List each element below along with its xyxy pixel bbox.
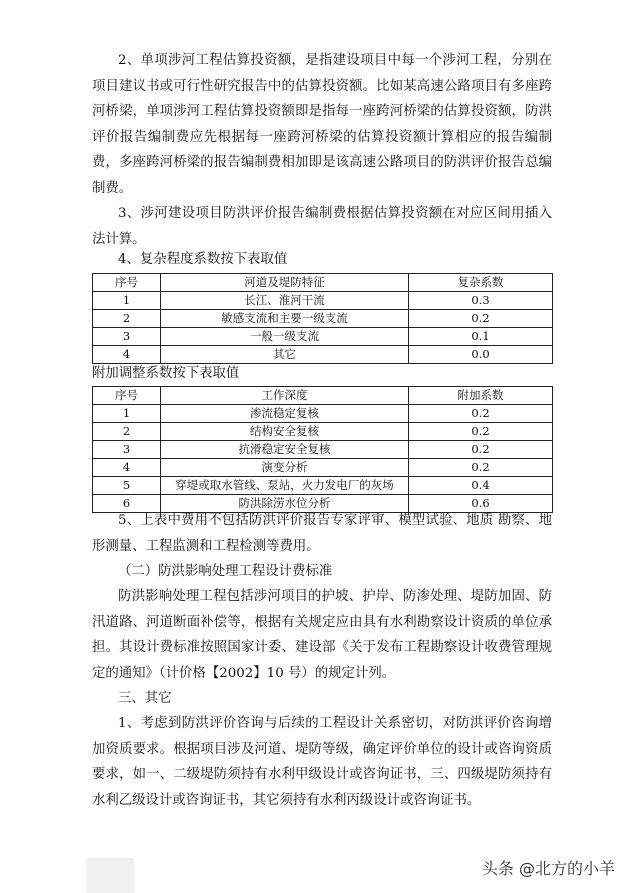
table-cell: 1	[93, 405, 161, 423]
table-row	[93, 346, 553, 364]
watermark: 头条 @北方的小羊	[478, 854, 619, 881]
column-header-coefficient: 附加系数	[409, 387, 553, 405]
table-cell: 2	[93, 310, 161, 328]
table-cell: 0.2	[409, 423, 553, 441]
table1-caption: 4、复杂程度系数按下表取值	[118, 252, 288, 267]
table-cell: 敏感支流和主要一级支流	[161, 310, 409, 328]
table-cell: 抗滑稳定安全复核	[161, 441, 409, 459]
section-3-paragraph-1-text: 1、考虑到防洪评价咨询与后续的工程设计关系密切，对防洪评价咨询增加资质要求。根据项目涉及河道、堤防等级，确定评价单位的设计或咨询资质要求，如一、二级堤防须持有水利甲级设计或咨询证书，三、四级堤防须持有水利乙级设计或咨询证书，其它须持有水利丙级设计或咨询证书。	[92, 716, 552, 808]
section-3-title-text: 三、其它	[118, 691, 172, 706]
table2-caption: 附加调整系数按下表取值	[92, 366, 240, 381]
table-cell: 防洪除涝水位分析	[161, 495, 409, 513]
table-row	[93, 310, 553, 328]
table-row	[93, 441, 553, 459]
paragraph-5-text: 5、上表中费用不包括防洪评价报告专家评审、模型试验、地质 勘察、地形测量、工程监测和工程检测等费用。	[92, 513, 552, 554]
section-2-title	[92, 559, 552, 585]
table-cell: 5	[93, 477, 161, 495]
table-cell: 0.0	[409, 346, 553, 364]
table-cell: 0.2	[409, 441, 553, 459]
table-cell: 2	[93, 423, 161, 441]
table-cell: 演变分析	[161, 459, 409, 477]
paragraph-2	[92, 48, 552, 201]
table-row	[93, 292, 553, 310]
table-cell: 0.6	[409, 495, 553, 513]
table-row	[93, 405, 553, 423]
table-cell: 0.1	[409, 328, 553, 346]
table-row	[93, 328, 553, 346]
section-2-body	[92, 584, 552, 686]
table-row	[93, 459, 553, 477]
table-cell: 0.2	[409, 459, 553, 477]
table-cell: 4	[93, 346, 161, 364]
section-2-body-text: 防洪影响处理工程包括涉河项目的护坡、护岸、防渗处理、堤防加固、防汛道路、河道断面补偿等，根据有关规定应由具有水利勘察设计资质的单位承担。其设计费标准按照国家计委、建设部《关于发布工程勘察设计收费管理规定的通知》（计价格【2002】10 号）的规定计列。	[92, 589, 552, 681]
table-cell: 穿堤或取水管线、泵站，火力发电厂的灰场	[161, 477, 409, 495]
table-cell: 渗流稳定复核	[161, 405, 409, 423]
column-header-index: 序号	[93, 274, 161, 292]
column-header-index: 序号	[93, 387, 161, 405]
table-row	[93, 423, 553, 441]
table-cell: 其它	[161, 346, 409, 364]
table-cell: 结构安全复核	[161, 423, 409, 441]
table-cell: 4	[93, 459, 161, 477]
table-cell: 6	[93, 495, 161, 513]
paragraph-3	[92, 201, 552, 252]
table-cell: 3	[93, 328, 161, 346]
table-cell: 3	[93, 441, 161, 459]
table-cell: 0.2	[409, 310, 553, 328]
section-2-title-text: （二）防洪影响处理工程设计费标准	[118, 564, 333, 579]
section-3-title	[92, 686, 552, 712]
column-header-depth: 工作深度	[161, 387, 409, 405]
table-cell: 0.2	[409, 405, 553, 423]
table-cell: 0.4	[409, 477, 553, 495]
section-3-paragraph-1	[92, 711, 552, 813]
table-row	[93, 477, 553, 495]
table-cell: 0.3	[409, 292, 553, 310]
table-cell: 长江、淮河干流	[161, 292, 409, 310]
table-header-row	[93, 387, 553, 405]
table-header-row	[93, 274, 553, 292]
table-cell: 一般一级支流	[161, 328, 409, 346]
table-cell: 1	[93, 292, 161, 310]
paragraph-2-text: 2、单项涉河工程估算投资额，是指建设项目中每一个涉河工程，分别在项目建议书或可行性研究报告中的估算投资额。比如某高速公路项目有多座跨河桥梁，单项涉河工程估算投资额即是指每一座跨河桥梁的估算投资额，防洪评价报告编制费应先根据每一座跨河桥梁的估算投资额计算相应的报告编制费，多座跨河桥梁的报告编制费相加即是该高速公路项目的防洪评价报告总编制费。	[92, 53, 552, 196]
paragraph-5	[92, 508, 552, 559]
adjustment-coefficient-table	[92, 386, 553, 513]
column-header-coefficient: 复杂系数	[409, 274, 553, 292]
corner-shade	[86, 858, 134, 893]
complexity-coefficient-table	[92, 273, 553, 364]
column-header-feature: 河道及堤防特征	[161, 274, 409, 292]
paragraph-3-text: 3、涉河建设项目防洪评价报告编制费根据估算投资额在对应区间用插入法计算。	[92, 206, 552, 247]
